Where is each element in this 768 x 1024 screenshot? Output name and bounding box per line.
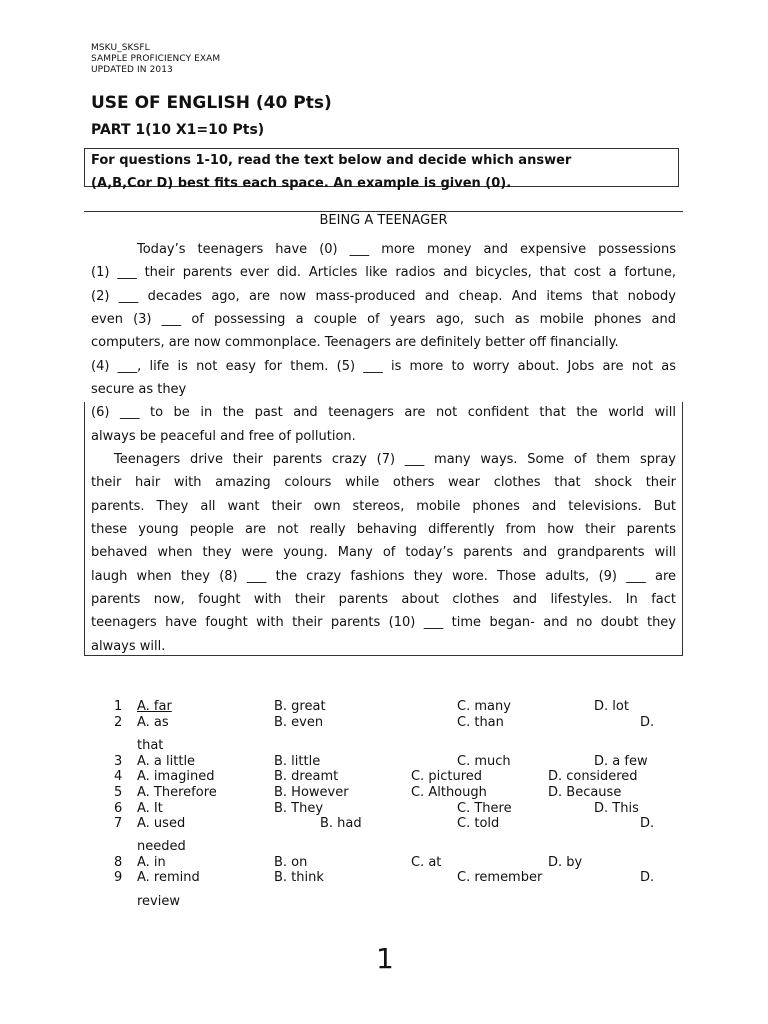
option-b: B. think [274,870,324,885]
option-c: C. told [457,816,500,831]
question-number: 9 [114,870,123,885]
option-b: B. even [274,715,324,730]
passage-line: always will. [91,639,166,654]
question-number: 4 [114,769,123,784]
option-d-continued: needed [137,839,186,854]
question-number: 6 [114,801,123,816]
passage-line: behaved when they were young. Many of today’s parents and grandparents will [91,545,676,560]
option-d: D. a few [594,754,648,769]
question-number: 3 [114,754,123,769]
option-d: D. This [594,801,639,816]
passage-line: parents. They all want their own stereos, mobile phones and televisions. But [91,499,676,514]
option-a: A. Therefore [137,785,217,800]
instructions-box [84,148,679,191]
option-b: B. They [274,801,324,816]
passage-line: computers, are now commonplace. Teenagers are definitely better off financially. [91,335,619,350]
passage-line: (2) ___ decades ago, are now mass-produced and cheap. And items that nobody [91,289,676,304]
instructions-line-2: (A,B,Cor D) best fits each space. An example is given (0). [91,176,512,191]
instructions-line-1: For questions 1-10, read the text below and decide which answer [91,153,572,168]
option-c: C. many [457,699,511,714]
option-c: C. at [411,855,442,870]
option-d: D. considered [548,769,638,784]
option-c: C. There [457,801,512,816]
question-number: 7 [114,816,123,831]
option-a: A. imagined [137,769,215,784]
option-c: C. Although [411,785,487,800]
option-b: B. dreamt [274,769,339,784]
option-a: A. remind [137,870,200,885]
option-d-continued: that [137,738,164,753]
passage-line: Teenagers drive their parents crazy (7) ___ many ways. Some of them spray [114,452,676,467]
option-a: A. as [137,715,169,730]
option-a-text: A. far [137,699,172,714]
part-title: PART 1(10 X1=10 Pts) [91,122,265,138]
passage-line: (4) ___, life is not easy for them. (5) ___ is more to worry about. Jobs are not as [91,359,676,374]
option-d: D. by [548,855,583,870]
passage-line: Today’s teenagers have (0) ___ more money and expensive possessions [137,242,676,257]
option-b: B. little [274,754,321,769]
option-d: D. [640,870,655,885]
header-exam-name: SAMPLE PROFICIENCY EXAM [91,54,221,64]
option-d-continued: review [137,894,180,909]
passage-line: laugh when they (8) ___ the crazy fashions they wore. Those adults, (9) ___ are [91,569,676,584]
option-a: A. in [137,855,166,870]
option-c: C. pictured [411,769,482,784]
passage-line: (1) ___ their parents ever did. Articles like radios and bicycles, that cost a fortune, [91,265,676,280]
option-b: B. great [274,699,326,714]
question-number: 1 [114,699,123,714]
option-a: A. It [137,801,163,816]
page-number: 1 [376,942,394,975]
header-code: MSKU_SKSFL [91,43,150,53]
passage-line: (6) ___ to be in the past and teenagers are not confident that the world will [91,405,676,420]
section-title: USE OF ENGLISH (40 Pts) [91,93,332,113]
option-a [137,699,172,715]
passage-line: secure as they [91,382,187,397]
option-b: B. However [274,785,349,800]
passage-line: teenagers have fought with their parents (10) ___ time began- and no doubt they [91,615,676,630]
option-a: A. a little [137,754,196,769]
option-c: C. than [457,715,504,730]
question-number: 5 [114,785,123,800]
option-d: D. [640,715,655,730]
passage-line: parents now, fought with their parents about clothes and lifestyles. In fact [91,592,676,607]
passage-line: even (3) ___ of possessing a couple of years ago, such as mobile phones and [91,312,676,327]
option-b: B. had [320,816,362,831]
question-number: 2 [114,715,123,730]
option-c: C. much [457,754,511,769]
passage-line: their hair with amazing colours while others wear clothes that shock their [91,475,676,490]
passage-title: BEING A TEENAGER [319,213,448,228]
option-d: D. [640,816,655,831]
passage-line: these young people are not really behaving differently from how their parents [91,522,676,537]
option-b: B. on [274,855,308,870]
question-number: 8 [114,855,123,870]
header-updated: UPDATED IN 2013 [91,65,173,75]
option-d: D. lot [594,699,629,714]
passage-line: always be peaceful and free of pollution. [91,429,356,444]
option-a: A. used [137,816,186,831]
option-d: D. Because [548,785,622,800]
option-c: C. remember [457,870,543,885]
